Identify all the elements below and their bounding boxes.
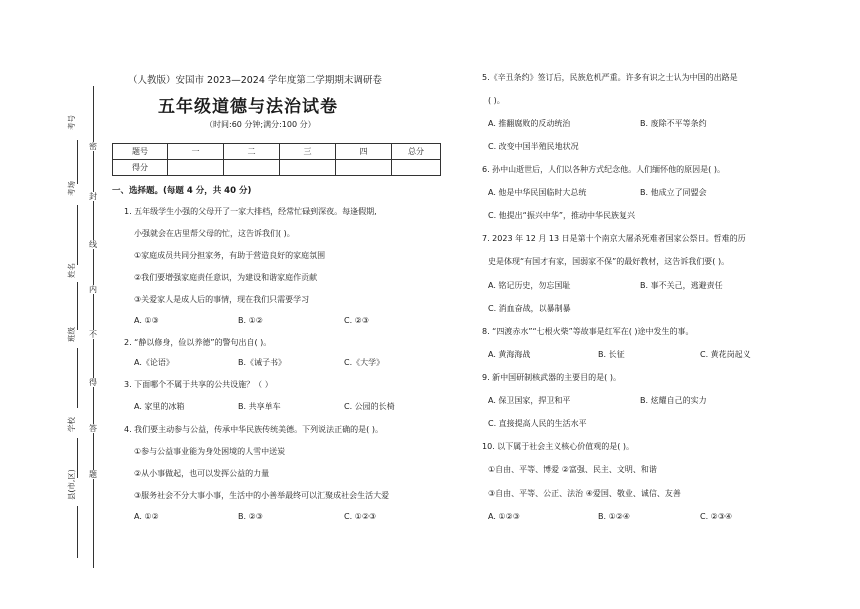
- question-stem: 1. 五年级学生小强的父母开了一家大排档，经常忙碌到深夜。每逢假期,: [124, 207, 377, 216]
- question-stem: 4. 我们要主动参与公益，传承中华民族传统美德。下列说法正确的是( )。: [124, 425, 383, 434]
- option[interactable]: C. 消血奋战，以暴制暴: [488, 304, 571, 313]
- option[interactable]: B. 炫耀自己的实力: [640, 396, 707, 405]
- score-cell[interactable]: [392, 160, 441, 176]
- option[interactable]: C. ①②③: [344, 512, 377, 521]
- score-header: 四: [336, 144, 392, 160]
- seal-line: [93, 86, 94, 568]
- option[interactable]: A. ①②: [134, 512, 159, 521]
- option[interactable]: C. 改变中国半殖民地状况: [488, 142, 579, 151]
- class-line: [77, 348, 78, 408]
- exam-room-label: 考场: [67, 181, 76, 196]
- seal-char: 线: [89, 240, 97, 249]
- option[interactable]: A. ①②③: [488, 512, 520, 521]
- score-cell[interactable]: [280, 160, 336, 176]
- class-label: 班级: [67, 327, 76, 342]
- statement: ①家庭成员共同分担家务，有助于营造良好的家庭氛围: [134, 251, 326, 260]
- question-stem: 史是体现“有国才有家，国弱家不保”的最好教材，这告诉我们要( )。: [488, 257, 730, 266]
- option[interactable]: A.《论语》: [134, 358, 174, 367]
- score-header: 三: [280, 144, 336, 160]
- exam-room-line: [77, 205, 78, 265]
- county-line: [77, 506, 78, 558]
- section-heading: 一、选择题。(每题 4 分，共 40 分): [112, 186, 252, 196]
- question-stem: 8. “四渡赤水”“七根火柴”等故事是红军在( )途中发生的事。: [482, 327, 694, 336]
- seal-char: 题: [89, 470, 97, 479]
- question-stem: 小强就会在店里帮父母的忙，这告诉我们( )。: [134, 229, 295, 238]
- question-stem: 5.《辛丑条约》签订后，民族危机严重。许多有识之士认为中国的出路是: [482, 73, 738, 82]
- option[interactable]: B. ②③: [238, 512, 263, 521]
- seal-char: 封: [89, 192, 97, 201]
- option[interactable]: B. 他成立了同盟会: [640, 188, 707, 197]
- exam-subtitle: （人教版）安国市 2023—2024 学年度第二学期期末调研卷: [128, 75, 382, 86]
- score-cell[interactable]: [168, 160, 224, 176]
- option[interactable]: A. 铭记历史，勿忘国耻: [488, 281, 571, 290]
- question-stem: 7. 2023 年 12 月 13 日是第十个南京大屠杀死难者国家公祭日。哲难的历: [482, 234, 746, 243]
- page-title: 五年级道德与法治试卷: [158, 97, 338, 117]
- question-stem: 6. 孙中山逝世后，人们以各种方式纪念他。人们缅怀他的原因是( )。: [482, 165, 725, 174]
- statement: ②我们要增强家庭责任意识，为建设和谐家庭作贡献: [134, 273, 318, 282]
- option[interactable]: A. 推翻腐败的反动统治: [488, 119, 571, 128]
- school-line: [77, 438, 78, 478]
- statement: ③自由、平等、公正、法治 ④爱国、敬业、诚信、友善: [488, 489, 681, 498]
- name-line: [77, 282, 78, 330]
- question-stem: 2. “静以修身，俭以养德”的警句出自( )。: [124, 338, 272, 347]
- option[interactable]: A. ①③: [134, 316, 159, 325]
- option[interactable]: C. ②③④: [700, 512, 733, 521]
- option[interactable]: C. 黄花岗起义: [700, 350, 751, 359]
- seal-char: 内: [89, 285, 97, 294]
- question-stem: 3. 下面哪个不属于共享的公共设施？（ ）: [124, 380, 273, 389]
- statement: ①参与公益事业能为身处困境的人雪中送炭: [134, 447, 286, 456]
- seal-char: 不: [89, 330, 97, 339]
- option[interactable]: A. 黄海海战: [488, 350, 531, 359]
- score-header: 一: [168, 144, 224, 160]
- school-label: 学校: [67, 417, 76, 432]
- exam-number-line: [77, 140, 78, 184]
- county-label: 县(市,区): [67, 469, 76, 500]
- statement: ①自由、平等、博爱 ②富强、民主、文明、和谐: [488, 465, 657, 474]
- option[interactable]: B. 长征: [598, 350, 625, 359]
- statement: ③关爱家人是成人后的事情，现在我们只需要学习: [134, 295, 310, 304]
- score-header: 总分: [392, 144, 441, 160]
- statement: ②从小事做起，也可以发挥公益的力量: [134, 469, 270, 478]
- option[interactable]: A. 他是中华民国临时大总统: [488, 188, 587, 197]
- score-cell[interactable]: [336, 160, 392, 176]
- option[interactable]: C. ②③: [344, 316, 370, 325]
- score-cell[interactable]: [224, 160, 280, 176]
- seal-char: 密: [89, 142, 97, 151]
- score-header: 二: [224, 144, 280, 160]
- option[interactable]: B. 事不关己，逃避责任: [640, 281, 723, 290]
- name-label: 姓名: [67, 263, 76, 278]
- option[interactable]: A. 保卫国家，捍卫和平: [488, 396, 571, 405]
- score-header: 题号: [113, 144, 168, 160]
- option[interactable]: C. 他提出“振兴中华”，推动中华民族复兴: [488, 211, 635, 220]
- exam-meta: （时间:60 分钟;满分:100 分）: [205, 120, 316, 129]
- statement: ③服务社会不分大事小事，生活中的小善举最终可以汇聚成社会生活大爱: [134, 491, 390, 500]
- score-table: [112, 143, 441, 176]
- seal-char: 得: [89, 378, 97, 387]
- score-row-label: 得分: [113, 160, 168, 176]
- option[interactable]: C. 公园的长椅: [344, 402, 395, 411]
- option[interactable]: C.《大学》: [344, 358, 385, 367]
- seal-char: 答: [89, 424, 97, 433]
- option[interactable]: B. ①②: [238, 316, 263, 325]
- option[interactable]: B. 共享单车: [238, 402, 281, 411]
- option[interactable]: B. ①②④: [598, 512, 631, 521]
- question-stem: ( )。: [488, 96, 505, 105]
- question-stem: 10. 以下属于社会主义核心价值观的是( )。: [482, 442, 635, 451]
- option[interactable]: A. 家里的冰箱: [134, 402, 185, 411]
- exam-number-label: 考号: [67, 115, 76, 130]
- question-stem: 9. 新中国研制核武器的主要目的是( )。: [482, 373, 621, 382]
- option[interactable]: C. 直接提高人民的生活水平: [488, 419, 587, 428]
- option[interactable]: B. 废除不平等条约: [640, 119, 707, 128]
- option[interactable]: B.《诫子书》: [238, 358, 287, 367]
